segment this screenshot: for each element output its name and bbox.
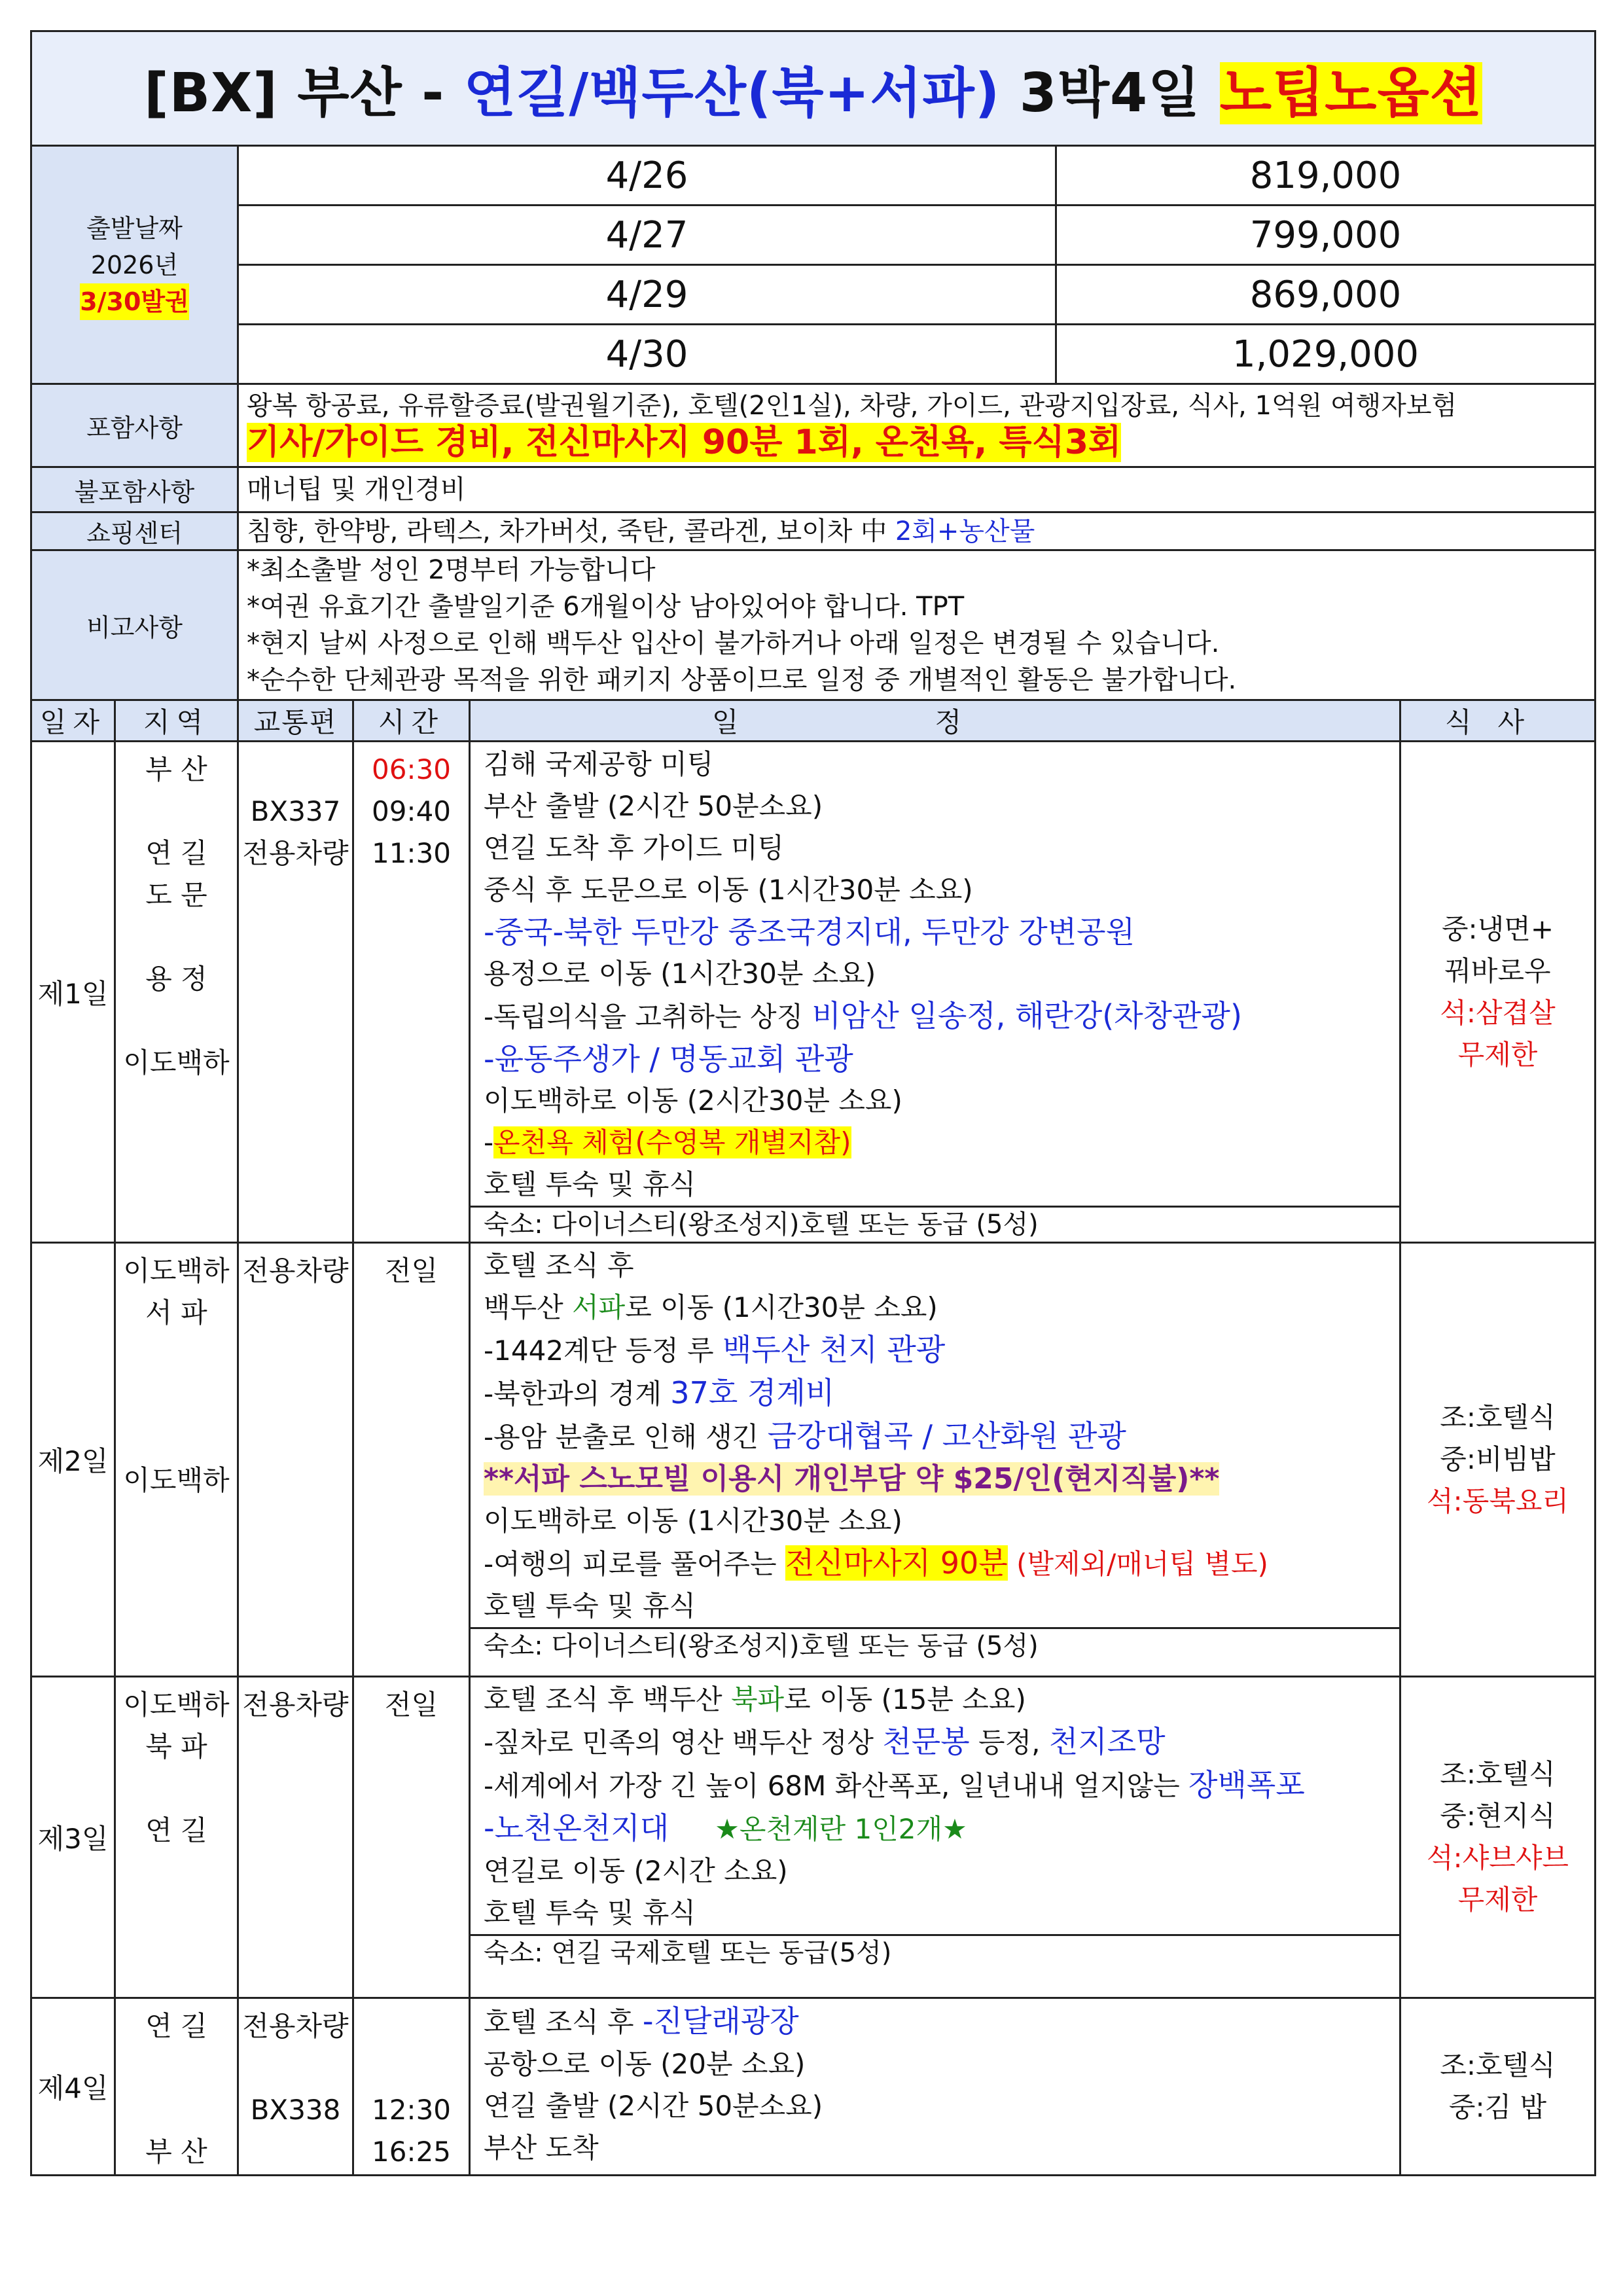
schedule-line — [471, 1679, 1399, 1721]
day-regions — [115, 1243, 238, 1677]
meal-item: 석:샤브샤브 — [1426, 1842, 1569, 1874]
schedule-line — [471, 1721, 1399, 1764]
day-meals — [1400, 742, 1596, 1243]
schedule-text: 호텔 조식 후 — [484, 2006, 643, 2038]
departure-label-line2: 2026년 — [90, 250, 179, 279]
schedule-highlight: 서파 — [572, 1291, 626, 1323]
schedule-line: 호텔 투숙 및 휴식 — [484, 1897, 696, 1929]
schedule-line: 부산 도착 — [484, 2132, 599, 2164]
schedule-line: 이도백하로 이동 (1시간30분 소요) — [484, 1505, 902, 1537]
day-label: 제3일 — [31, 1677, 115, 1998]
schedule-text: -용암 분출로 인해 생긴 — [484, 1421, 768, 1453]
schedule-text: -1442계단 등정 루 — [484, 1335, 722, 1367]
schedule-text: 로 이동 (1시간30분 소요) — [625, 1291, 938, 1323]
remark-line: *현지 날씨 사정으로 인해 백두산 입산이 불가하거나 아래 일정은 변경될 수 있습니다. — [247, 628, 1220, 658]
day-transport — [238, 742, 353, 1243]
schedule-line: 공항으로 이동 (20분 소요) — [484, 2048, 806, 2080]
schedule-line: 호텔 투숙 및 휴식 — [484, 1590, 696, 1622]
schedule-text: -여행의 피로를 풀어주는 — [484, 1548, 785, 1580]
departure-date: 4/29 — [238, 265, 1056, 325]
departure-date: 4/27 — [238, 206, 1056, 265]
time-value: 전일 — [384, 1689, 438, 1721]
meal-item: 석:동북요리 — [1426, 1485, 1569, 1517]
schedule-line: 김해 국제공항 미팅 — [484, 748, 714, 780]
col-header-day: 일자 — [31, 700, 115, 742]
day-times — [353, 1677, 470, 1998]
day-label: 제4일 — [31, 1998, 115, 2176]
excludes-content: 매너팁 및 개인경비 — [238, 467, 1596, 512]
remarks-content — [238, 550, 1596, 700]
ticketing-date: 3/30발권 — [80, 283, 189, 320]
day-schedule — [470, 1998, 1400, 2176]
schedule-text: -짚차로 민족의 영산 백두산 정상 — [484, 1727, 883, 1759]
flight-number: BX337 — [250, 795, 341, 827]
region-name: 북 파 — [145, 1731, 207, 1763]
time-value: 12:30 — [371, 2094, 452, 2126]
schedule-text: -세계에서 가장 긴 높이 68M 화산폭포, 일년내내 얼지않는 — [484, 1770, 1189, 1802]
schedule-text: 로 이동 (15분 소요) — [784, 1683, 1026, 1715]
schedule-highlight: 전신마사지 90분 — [785, 1545, 1008, 1581]
includes-label: 포함사항 — [31, 384, 238, 467]
schedule-text: -북한과의 경계 — [484, 1378, 671, 1410]
meal-item: 무제한 — [1457, 1038, 1538, 1071]
flight-number: BX338 — [250, 2094, 341, 2126]
schedule-highlight: 장백폭포 — [1188, 1767, 1305, 1803]
remark-line: *최소출발 성인 2명부터 가능합니다 — [247, 555, 656, 585]
day-row — [31, 1243, 1596, 1677]
day-regions — [115, 1677, 238, 1998]
schedule-line — [471, 995, 1399, 1038]
schedule-line — [471, 1764, 1399, 1807]
includes-content — [238, 384, 1596, 467]
day-row — [31, 742, 1596, 1243]
page-title — [31, 31, 1596, 146]
schedule-line — [471, 2000, 1399, 2043]
departure-label — [31, 146, 238, 384]
meal-item: 꿔바로우 — [1444, 954, 1551, 987]
schedule-line: -윤동주생가 / 명동교회 관광 — [484, 1041, 853, 1077]
day-label: 제2일 — [31, 1243, 115, 1677]
col-header-region: 지역 — [115, 700, 238, 742]
schedule-text: 등정, — [969, 1727, 1049, 1759]
accommodation: 숙소: 다이너스티(왕조성지)호텔 또는 동급 (5성) — [471, 1206, 1399, 1242]
day-times — [353, 1998, 470, 2176]
accommodation: 숙소: 다이너스티(왕조성지)호텔 또는 동급 (5성) — [471, 1627, 1399, 1663]
schedule-line — [471, 1458, 1399, 1500]
meal-item: 중:비빔밥 — [1440, 1443, 1556, 1475]
time-value: 06:30 — [371, 753, 452, 785]
region-name: 이도백하 — [123, 1689, 230, 1721]
region-name: 이도백하 — [123, 1047, 230, 1079]
day-schedule — [470, 1243, 1400, 1677]
schedule-highlight: 37호 경계비 — [670, 1375, 835, 1410]
day-meals — [1400, 1677, 1596, 1998]
departure-price: 1,029,000 — [1056, 325, 1596, 384]
vehicle: 전용차량 — [242, 837, 349, 869]
meal-item: 조:호텔식 — [1440, 1401, 1556, 1433]
schedule-line: 호텔 조식 후 — [484, 1249, 634, 1282]
departure-date: 4/26 — [238, 146, 1056, 206]
schedule-line — [471, 1542, 1399, 1585]
region-name: 이도백하 — [123, 1464, 230, 1496]
departure-price: 799,000 — [1056, 206, 1596, 265]
itinerary-table — [30, 699, 1596, 2176]
day-row — [31, 1677, 1596, 1998]
schedule-line: 호텔 투숙 및 휴식 — [484, 1168, 696, 1200]
includes-line2-wrap — [247, 424, 1586, 463]
itinerary-header — [31, 700, 1596, 742]
schedule-highlight: 백두산 천지 관광 — [722, 1332, 946, 1367]
schedule-highlight: -노천온천지대 — [484, 1810, 669, 1846]
time-value: 09:40 — [371, 795, 452, 827]
schedule-line: 부산 출발 (2시간 50분소요) — [484, 790, 823, 822]
schedule-highlight: **서파 스노모빌 이용시 개인부담 약 $25/인(현지직불)** — [484, 1462, 1220, 1496]
schedule-line: 이도백하로 이동 (2시간30분 소요) — [484, 1085, 902, 1117]
schedule-text: 백두산 — [484, 1291, 573, 1323]
itinerary-sheet — [30, 30, 1594, 2176]
col-header-schedule: 일정 — [470, 700, 1400, 742]
title-destination: 연길/백두산(북+서파) — [463, 62, 1001, 124]
schedule-line: -중국-북한 두만강 중조국경지대, 두만강 강변공원 — [484, 914, 1135, 950]
departure-price: 819,000 — [1056, 146, 1596, 206]
vehicle: 전용차량 — [242, 2010, 349, 2042]
day-meals — [1400, 1243, 1596, 1677]
meal-item: 중:김 밥 — [1448, 2091, 1547, 2123]
schedule-line — [471, 1329, 1399, 1372]
vehicle: 전용차량 — [242, 1689, 349, 1721]
departure-date: 4/30 — [238, 325, 1056, 384]
schedule-highlight: 천지조망 — [1048, 1724, 1166, 1759]
day-row — [31, 1998, 1596, 2176]
meal-item: 석:삼겹살 — [1440, 996, 1556, 1029]
meal-item: 중:냉면+ — [1441, 912, 1554, 945]
region-name: 부 산 — [145, 753, 207, 785]
region-name: 부 산 — [145, 2136, 207, 2168]
schedule-line — [471, 1122, 1399, 1164]
info-table — [30, 30, 1596, 701]
schedule-highlight: 비암산 일송정, 해란강(차창관광) — [812, 998, 1242, 1033]
schedule-line — [471, 1372, 1399, 1415]
col-header-meal: 식사 — [1400, 700, 1596, 742]
schedule-text: (발제외/매너팁 별도) — [1007, 1548, 1268, 1580]
time-value: 11:30 — [371, 837, 452, 869]
region-name: 연 길 — [145, 837, 207, 869]
title-prefix: [BX] 부산 - — [144, 62, 464, 124]
day-regions — [115, 1998, 238, 2176]
shopping-count: 2회+농산물 — [895, 516, 1035, 547]
includes-highlight: 기사/가이드 경비, 전신마사지 90분 1회, 온천욕, 특식3회 — [247, 423, 1122, 462]
region-name: 이도백하 — [123, 1255, 230, 1287]
remarks-label: 비고사항 — [31, 550, 238, 700]
meal-item: 중:현지식 — [1440, 1800, 1556, 1832]
day-label: 제1일 — [31, 742, 115, 1243]
schedule-highlight: ★온천계란 1인2개★ — [715, 1813, 967, 1845]
remark-line: *순수한 단체관광 목적을 위한 패키지 상품이므로 일정 중 개별적인 활동은 불가합니다. — [247, 665, 1237, 695]
schedule-text: 호텔 조식 후 백두산 — [484, 1683, 731, 1715]
schedule-line — [471, 1415, 1399, 1458]
col-header-time: 시간 — [353, 700, 470, 742]
day-regions — [115, 742, 238, 1243]
schedule-text: - — [484, 1126, 494, 1158]
schedule-line: 연길 출발 (2시간 50분소요) — [484, 2090, 823, 2122]
shopping-content — [238, 512, 1596, 550]
day-meals — [1400, 1998, 1596, 2176]
departure-label-line1: 출발날짜 — [86, 213, 183, 243]
region-name: 연 길 — [145, 2010, 207, 2042]
accommodation: 숙소: 연길 국제호텔 또는 동급(5성) — [471, 1934, 1399, 1970]
meal-item: 조:호텔식 — [1440, 1758, 1556, 1790]
schedule-line: 중식 후 도문으로 이동 (1시간30분 소요) — [484, 874, 973, 906]
meal-item: 조:호텔식 — [1440, 2049, 1556, 2081]
day-schedule — [470, 1677, 1400, 1998]
meal-item: 무제한 — [1457, 1884, 1538, 1916]
day-times — [353, 742, 470, 1243]
schedule-highlight: 북파 — [730, 1683, 785, 1715]
excludes-label: 불포함사항 — [31, 467, 238, 512]
region-name: 도 문 — [145, 879, 207, 911]
includes-line1: 왕복 항공료, 유류할증료(발권월기준), 호텔(2인1실), 차량, 가이드, 관광지입장료, 식사, 1억원 여행자보험 — [247, 391, 1457, 421]
schedule-line — [471, 1287, 1399, 1329]
remark-line: *여권 유효기간 출발일기준 6개월이상 남아있어야 합니다. TPT — [247, 592, 965, 622]
schedule-line: 연길 도착 후 가이드 미팅 — [484, 832, 785, 864]
schedule-highlight: 금강대협곡 / 고산화원 관광 — [767, 1418, 1126, 1454]
title-option-badge: 노팁노옵션 — [1219, 62, 1482, 124]
day-transport — [238, 1677, 353, 1998]
schedule-line: 연길로 이동 (2시간 소요) — [484, 1855, 788, 1887]
time-value: 16:25 — [371, 2136, 452, 2168]
title-nights: 3박4일 — [1000, 62, 1220, 124]
vehicle: 전용차량 — [242, 1255, 349, 1287]
day-transport — [238, 1243, 353, 1677]
day-schedule — [470, 742, 1400, 1243]
region-name: 용 정 — [145, 963, 207, 995]
region-name: 연 길 — [145, 1814, 207, 1846]
region-name: 서 파 — [145, 1297, 207, 1329]
day-transport — [238, 1998, 353, 2176]
time-value: 전일 — [384, 1255, 438, 1287]
schedule-line: 용정으로 이동 (1시간30분 소요) — [484, 958, 876, 990]
shopping-label: 쇼핑센터 — [31, 512, 238, 550]
schedule-line — [471, 1807, 1399, 1850]
schedule-highlight: 천문봉 — [882, 1724, 970, 1759]
col-header-transport: 교통편 — [238, 700, 353, 742]
schedule-highlight: -진달래광장 — [642, 2003, 799, 2039]
day-times — [353, 1243, 470, 1677]
departure-price: 869,000 — [1056, 265, 1596, 325]
schedule-highlight: 온천욕 체험(수영복 개별지참) — [493, 1126, 851, 1158]
schedule-text: -독립의식을 고취하는 상징 — [484, 1001, 812, 1033]
shopping-items: 침향, 한약방, 라텍스, 차가버섯, 죽탄, 콜라겐, 보이차 中 — [247, 516, 895, 547]
